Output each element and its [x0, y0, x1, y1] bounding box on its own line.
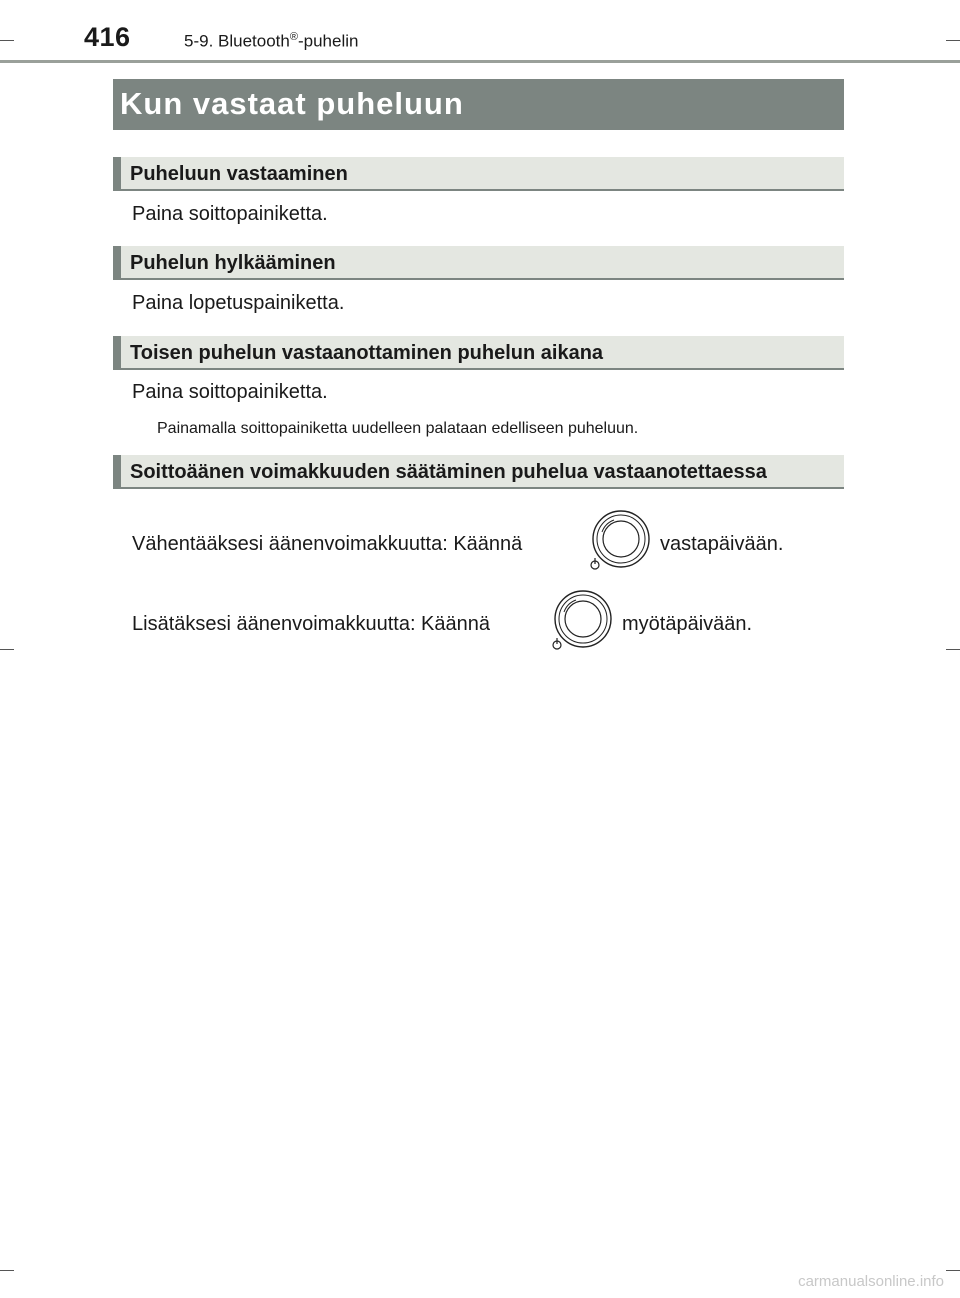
note-second-call: Painamalla soittopainiketta uudelleen palataan edelliseen puheluun.: [157, 420, 639, 437]
crop-mark: [946, 1270, 960, 1271]
instruction-reject-call: Paina lopetuspainiketta.: [132, 292, 345, 314]
page-header: [0, 0, 960, 66]
volume-knob-icon: [584, 506, 654, 576]
instruction-answer-call: Paina soittopainiketta.: [132, 203, 328, 225]
decrease-text-before: Vähentääksesi äänenvoimakkuutta: Käännä: [132, 533, 523, 555]
page-title: Kun vastaat puheluun: [113, 79, 844, 130]
section-prefix: 5-9. Bluetooth: [184, 31, 290, 51]
section-path: [184, 31, 358, 52]
instruction-decrease-volume: [132, 533, 522, 556]
subheading-reject-call: Puhelun hylkääminen: [113, 246, 844, 280]
instruction-second-call: Paina soittopainiketta.: [132, 381, 328, 403]
decrease-text-after: vastapäivään.: [660, 533, 784, 555]
subheading-ringtone-volume: Soittoäänen voimakkuuden säätäminen puhelua vastaanotettaessa: [113, 455, 844, 489]
crop-mark: [946, 649, 960, 650]
crop-mark: [0, 1270, 14, 1271]
header-rule: [0, 60, 960, 63]
section-suffix: -puhelin: [297, 31, 359, 51]
subheading-second-call: Toisen puhelun vastaanottaminen puhelun aikana: [113, 336, 844, 370]
registered-mark: ®: [289, 31, 298, 43]
crop-mark: [0, 649, 14, 650]
page-number: 416: [84, 22, 131, 52]
footer-watermark: carmanualsonline.info: [798, 1273, 944, 1290]
instruction-increase-volume: [132, 613, 490, 636]
increase-text-after: myötäpäivään.: [622, 613, 753, 635]
increase-text-before: Lisätäksesi äänenvoimakkuutta: Käännä: [132, 613, 491, 635]
volume-knob-icon: [546, 586, 616, 656]
subheading-answer-call: Puheluun vastaaminen: [113, 157, 844, 191]
